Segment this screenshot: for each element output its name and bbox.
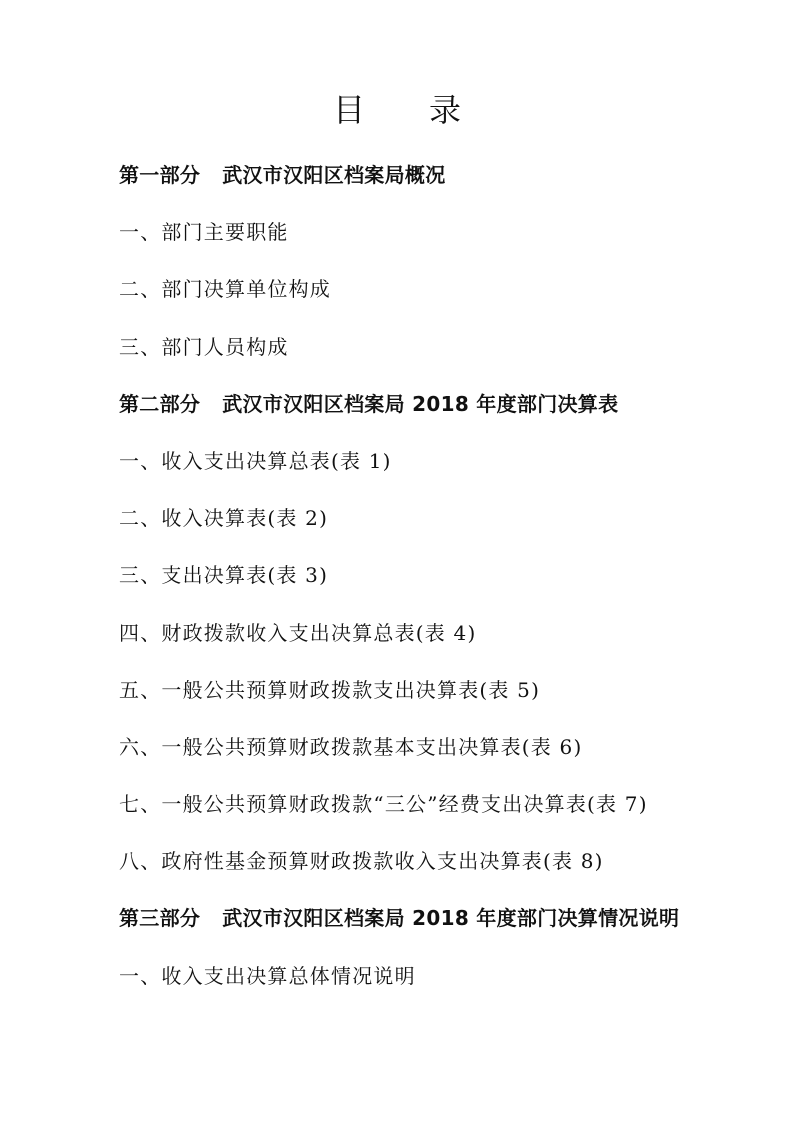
toc-part-label: 第二部分 [119, 391, 201, 416]
toc-item: 四、财政拨款收入支出决算总表(表 4) [119, 620, 477, 645]
toc-item: 一、收入支出决算总体情况说明 [119, 963, 416, 988]
toc-part-label: 第三部分 [119, 906, 201, 931]
toc-item: 七、一般公共预算财政拨款“三公”经费支出决算表(表 7) [119, 792, 648, 817]
page-title: 目 录 [332, 91, 461, 129]
toc-part-heading-3 [119, 890, 759, 947]
toc-part-title: 武汉市汉阳区档案局 2018 年度部门决算表 [222, 391, 619, 416]
toc-item: 八、政府性基金预算财政拨款收入支出决算表(表 8) [119, 849, 604, 874]
toc-item: 三、支出决算表(表 3) [119, 563, 329, 588]
toc-item: 三、部门人员构成 [119, 334, 289, 359]
toc-part-title: 武汉市汉阳区档案局 2018 年度部门决算情况说明 [222, 906, 680, 931]
toc-item: 二、收入决算表(表 2) [119, 506, 329, 531]
toc-item: 一、收入支出决算总表(表 1) [119, 448, 392, 473]
toc-part-heading-2 [119, 376, 759, 433]
table-of-contents [119, 147, 759, 1005]
toc-part-title: 武汉市汉阳区档案局概况 [222, 163, 446, 187]
toc-item: 一、部门主要职能 [119, 220, 289, 245]
toc-item: 六、一般公共预算财政拨款基本支出决算表(表 6) [119, 734, 583, 759]
toc-part-label: 第一部分 [119, 163, 201, 187]
toc-item: 二、部门决算单位构成 [119, 277, 331, 302]
toc-part-heading-1 [119, 147, 759, 204]
toc-item: 五、一般公共预算财政拨款支出决算表(表 5) [119, 677, 541, 702]
